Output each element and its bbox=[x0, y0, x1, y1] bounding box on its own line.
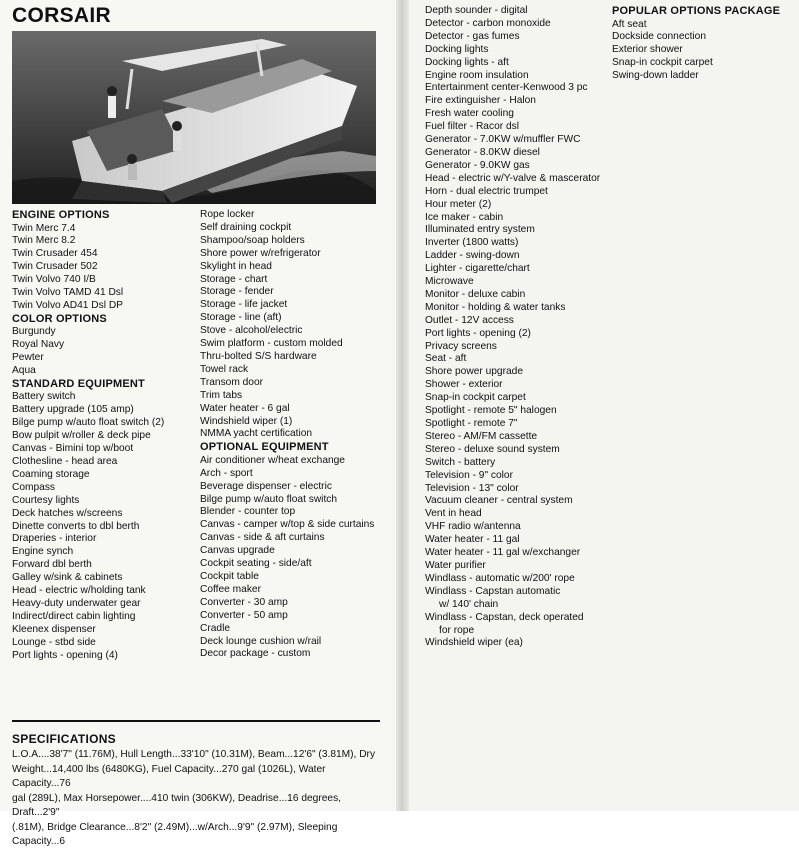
middle-column bbox=[200, 209, 374, 661]
list-item: Generator - 7.0KW w/muffler FWC bbox=[425, 134, 581, 146]
list-item: Detector - gas fumes bbox=[425, 30, 520, 42]
list-item: Shower - exterior bbox=[425, 379, 503, 391]
list-item: Bow pulpit w/roller & deck pipe bbox=[12, 430, 151, 442]
list-item: Vacuum cleaner - central system bbox=[425, 495, 573, 507]
specifications-heading: SPECIFICATIONS bbox=[12, 732, 116, 746]
list-item: Engine synch bbox=[12, 546, 74, 558]
list-item: Port lights - opening (2) bbox=[425, 327, 531, 339]
list-item: Shore power upgrade bbox=[425, 366, 523, 378]
spec-line: (.81M), Bridge Clearance...8'2" (2.49M)...w/Arch...9'9" (2.97M), Sleeping Capacity...6 bbox=[12, 821, 338, 847]
list-item: Twin Volvo TAMD 41 Dsl bbox=[12, 287, 124, 299]
list-item: Water heater - 6 gal bbox=[200, 402, 290, 414]
list-item: Air conditioner w/heat exchange bbox=[200, 454, 345, 466]
list-item: Shore power w/refrigerator bbox=[200, 247, 321, 259]
list-item: Coffee maker bbox=[200, 583, 261, 595]
list-item: Water purifier bbox=[425, 559, 486, 571]
list-item: Cockpit table bbox=[200, 570, 259, 582]
list-item: Twin Crusader 502 bbox=[12, 261, 98, 273]
list-item: Canvas - camper w/top & side curtains bbox=[200, 519, 375, 531]
list-item: Switch - battery bbox=[425, 456, 496, 468]
list-item: Detector - carbon monoxide bbox=[425, 17, 551, 29]
list-item: Stereo - AM/FM cassette bbox=[425, 430, 538, 442]
list-item: Courtesy lights bbox=[12, 494, 80, 506]
engine-options-heading: ENGINE OPTIONS bbox=[12, 209, 110, 221]
list-item: Compass bbox=[12, 481, 56, 493]
list-item: Monitor - deluxe cabin bbox=[425, 288, 526, 300]
list-item: Converter - 50 amp bbox=[200, 609, 288, 621]
list-item: Royal Navy bbox=[12, 339, 65, 351]
list-item: Self draining cockpit bbox=[200, 221, 292, 233]
list-item: Burgundy bbox=[12, 326, 56, 338]
list-item: Head - electric w/holding tank bbox=[12, 585, 146, 597]
left-column bbox=[12, 209, 164, 663]
standard-equipment-heading: STANDARD EQUIPMENT bbox=[12, 377, 145, 390]
list-item: Skylight in head bbox=[200, 260, 272, 272]
list-item: Canvas upgrade bbox=[200, 545, 275, 557]
list-item: Water heater - 11 gal bbox=[425, 534, 520, 546]
list-item: Deck hatches w/screens bbox=[12, 507, 123, 519]
left-page bbox=[0, 0, 396, 847]
list-item: Canvas - Bimini top w/boot bbox=[12, 443, 134, 455]
list-item: Generator - 9.0KW gas bbox=[425, 159, 530, 171]
list-item: Depth sounder - digital bbox=[425, 5, 528, 16]
list-item: Entertainment center-Kenwood 3 pc bbox=[425, 82, 588, 94]
list-item: Twin Volvo 740 I/B bbox=[12, 274, 96, 286]
page-gutter bbox=[396, 0, 409, 811]
list-item: Windlass - Capstan automatic bbox=[425, 585, 561, 597]
spec-line: L.O.A....38'7" (11.76M), Hull Length...33'10" (10.31M), Beam...12'6" (3.81M), Dry bbox=[12, 749, 376, 760]
list-item: Microwave bbox=[425, 276, 474, 288]
list-item: Ladder - swing-down bbox=[425, 250, 520, 262]
list-item: Pewter bbox=[12, 352, 44, 364]
list-item: Canvas - side & aft curtains bbox=[200, 532, 325, 544]
list-item: Twin Crusader 454 bbox=[12, 248, 98, 260]
list-item: Docking lights - aft bbox=[425, 56, 509, 68]
list-item: Converter - 30 amp bbox=[200, 596, 288, 608]
section-divider bbox=[12, 720, 380, 722]
list-item: Lighter - cigarette/chart bbox=[425, 263, 530, 275]
optional-equipment-heading: OPTIONAL EQUIPMENT bbox=[200, 441, 329, 454]
list-item: Swing-down ladder bbox=[612, 70, 699, 82]
list-item: Storage - fender bbox=[200, 286, 274, 298]
spec-line: Weight...14,400 lbs (6480KG), Fuel Capacity...270 gal (1026L), Water Capacity...76 bbox=[12, 763, 326, 789]
list-item: Television - 13" color bbox=[425, 482, 519, 494]
list-item: Shampoo/soap holders bbox=[200, 234, 305, 246]
boat-photo bbox=[12, 31, 376, 204]
list-item: Windlass - Capstan, deck operated bbox=[425, 611, 584, 623]
list-item: Port lights - opening (4) bbox=[12, 649, 118, 661]
list-item: Transom door bbox=[200, 376, 264, 388]
list-item: Twin Volvo AD41 Dsl DP bbox=[12, 299, 123, 311]
list-item: NMMA yacht certification bbox=[200, 428, 313, 440]
list-item: Outlet - 12V access bbox=[425, 314, 514, 326]
list-item: Fuel filter - Racor dsl bbox=[425, 121, 519, 133]
list-item: Bilge pump w/auto float switch (2) bbox=[12, 417, 165, 429]
list-item: Privacy screens bbox=[425, 340, 497, 352]
list-item: Head - electric w/Y-valve & mascerator bbox=[425, 172, 601, 184]
list-item: Lounge - stbd side bbox=[12, 636, 96, 648]
list-item: Fresh water cooling bbox=[425, 108, 514, 120]
list-item: Horn - dual electric trumpet bbox=[425, 185, 548, 197]
list-item: Forward dbl berth bbox=[12, 559, 92, 571]
list-item: Twin Merc 8.2 bbox=[12, 235, 76, 247]
list-item: Battery switch bbox=[12, 391, 76, 403]
list-item: Generator - 8.0KW diesel bbox=[425, 146, 540, 158]
list-item: Dockside connection bbox=[612, 31, 707, 43]
list-item: Storage - chart bbox=[200, 273, 268, 285]
list-item: for rope bbox=[439, 624, 475, 636]
bleed-through-text bbox=[619, 215, 794, 715]
list-item: Windlass - automatic w/200' rope bbox=[425, 572, 575, 584]
list-item: Windshield wiper (1) bbox=[200, 415, 293, 427]
list-item: Monitor - holding & water tanks bbox=[425, 301, 566, 313]
list-item: Trim tabs bbox=[200, 389, 243, 401]
list-item: Snap-in cockpit carpet bbox=[612, 57, 713, 69]
list-item: Decor package - custom bbox=[200, 648, 311, 660]
list-item: Rope locker bbox=[200, 209, 255, 220]
list-item: Galley w/sink & cabinets bbox=[12, 572, 123, 584]
list-item: Stereo - deluxe sound system bbox=[425, 443, 560, 455]
list-item: Vent in head bbox=[425, 508, 482, 520]
list-item: Bilge pump w/auto float switch bbox=[200, 493, 338, 505]
list-item: Exterior shower bbox=[612, 44, 683, 56]
list-item: Spotlight - remote 5" halogen bbox=[425, 405, 557, 417]
list-item: Seat - aft bbox=[425, 353, 467, 365]
list-item: Swim platform - custom molded bbox=[200, 338, 343, 350]
list-item: Docking lights bbox=[425, 43, 489, 55]
right-column bbox=[425, 5, 600, 650]
popular-options-column bbox=[612, 5, 780, 83]
list-item: VHF radio w/antenna bbox=[425, 521, 521, 533]
list-item: Towel rack bbox=[200, 363, 249, 375]
color-options-heading: COLOR OPTIONS bbox=[12, 312, 107, 325]
list-item: Cockpit seating - side/aft bbox=[200, 558, 312, 570]
list-item: Stove - alcohol/electric bbox=[200, 325, 303, 337]
list-item: Draperies - interior bbox=[12, 533, 97, 545]
list-item: Snap-in cockpit carpet bbox=[425, 392, 526, 404]
list-item: Hour meter (2) bbox=[425, 198, 492, 210]
spec-line: gal (289L), Max Horsepower....410 twin (306KW), Deadrise...16 degrees, Draft...2'9" bbox=[12, 792, 341, 818]
list-item: Ice maker - cabin bbox=[425, 211, 504, 223]
list-item: Battery upgrade (105 amp) bbox=[12, 404, 134, 416]
list-item: Fire extinguisher - Halon bbox=[425, 95, 536, 107]
list-item: Aft seat bbox=[612, 18, 647, 30]
list-item: Aqua bbox=[12, 365, 36, 377]
list-item: Twin Merc 7.4 bbox=[12, 222, 76, 234]
list-item: Kleenex dispenser bbox=[12, 623, 96, 635]
list-item: w/ 140' chain bbox=[439, 598, 499, 610]
list-item: Illuminated entry system bbox=[425, 224, 535, 236]
list-item: Heavy-duty underwater gear bbox=[12, 597, 141, 609]
page-title: CORSAIR bbox=[12, 4, 111, 27]
list-item: Deck lounge cushion w/rail bbox=[200, 635, 322, 647]
list-item: Water heater - 11 gal w/exchanger bbox=[425, 547, 581, 559]
list-item: Inverter (1800 watts) bbox=[425, 237, 519, 249]
list-item: Thru-bolted S/S hardware bbox=[200, 350, 317, 362]
list-item: Television - 9" color bbox=[425, 469, 513, 481]
list-item: Arch - sport bbox=[200, 467, 253, 479]
list-item: Clothesline - head area bbox=[12, 456, 118, 467]
list-item: Blender - counter top bbox=[200, 506, 296, 518]
specifications-text bbox=[12, 748, 382, 850]
list-item: Beverage dispenser - electric bbox=[200, 480, 332, 492]
list-item: Storage - life jacket bbox=[200, 299, 288, 311]
list-item: Cradle bbox=[200, 622, 231, 634]
list-item: Coaming storage bbox=[12, 468, 90, 480]
list-item: Spotlight - remote 7" bbox=[425, 418, 518, 429]
list-item: Windshield wiper (ea) bbox=[425, 637, 523, 649]
list-item: Storage - line (aft) bbox=[200, 312, 282, 324]
list-item: Indirect/direct cabin lighting bbox=[12, 610, 136, 622]
list-item: Dinette converts to dbl berth bbox=[12, 520, 140, 532]
list-item: Engine room insulation bbox=[425, 69, 529, 81]
popular-options-heading: POPULAR OPTIONS PACKAGE bbox=[612, 5, 781, 17]
